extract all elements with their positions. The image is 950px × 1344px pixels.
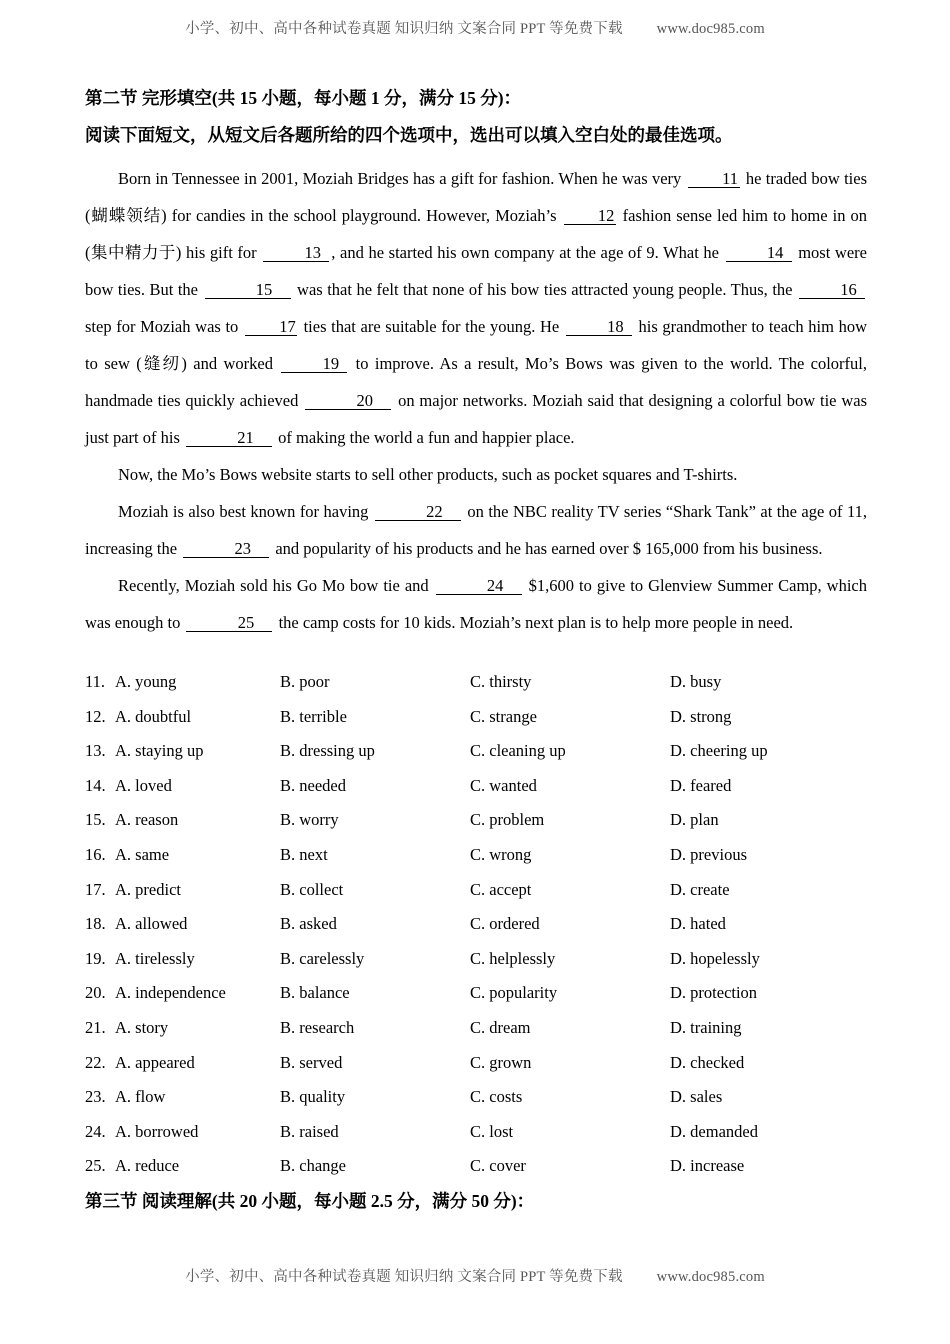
blank-20[interactable]: 20 [305,392,391,410]
option-number: 21. [85,1017,106,1037]
option-number: 13. [85,741,106,761]
option-number: 20. [85,983,106,1003]
passage-text: Recently, Moziah sold his Go Mo bow tie and [118,576,434,595]
blank-11[interactable]: 11 [688,170,740,188]
passage-text: to improve. As a result, Mo’s Bows was given to the world. The colorful, handmade ties quickly achieved [85,354,868,410]
option-choice-c[interactable]: C. accept [470,879,532,899]
blank-17[interactable]: 17 [245,318,297,336]
option-choice-d[interactable]: D. create [670,879,730,899]
passage-paragraph-1 [85,160,867,456]
passage-text: his grandmother to teach him how to sew (缝纫) and worked [85,317,867,373]
option-number: 11. [85,672,106,691]
passage-text: of making the world a fun and happier place. [274,428,575,447]
option-row [85,845,885,880]
option-choice-d[interactable]: D. increase [670,1156,745,1176]
passage-text: ties that are suitable for the young. He [298,317,564,336]
option-number: 22. [85,1052,106,1072]
option-choice-a[interactable]: A. flow [115,1087,166,1107]
option-row [85,776,885,811]
option-choice-d[interactable]: D. feared [670,775,732,795]
blank-16[interactable]: 16 [799,281,865,299]
passage-text: Moziah is also best known for having [118,502,373,521]
passage-paragraph-2 [85,456,867,493]
option-choice-b[interactable]: B. research [280,1017,355,1037]
option-row [85,1053,885,1088]
option-choice-a[interactable]: A. predict [115,879,181,899]
passage-text: he traded bow ties (蝴蝶领结) for candies in the school playground. However, Moziah’s [85,169,867,225]
option-row [85,1087,885,1122]
option-choice-a[interactable]: A. borrowed [115,1121,199,1141]
option-number: 24. [85,1121,106,1141]
page-header [0,17,950,38]
option-choice-c[interactable]: C. cleaning up [470,741,566,761]
option-row [85,707,885,742]
option-choice-b[interactable]: B. change [280,1156,346,1176]
option-choice-c[interactable]: C. cover [470,1156,526,1176]
option-choice-a[interactable]: A. young [115,672,177,691]
passage-paragraph-3 [85,493,867,567]
option-choice-b[interactable]: B. dressing up [280,741,375,761]
option-choice-b[interactable]: B. poor [280,672,330,691]
option-choice-a[interactable]: A. doubtful [115,706,192,726]
option-choice-b[interactable]: B. next [280,844,328,864]
passage-text: Born in Tennessee in 2001, Moziah Bridges has a gift for fashion. When he was very [118,169,686,188]
blank-24[interactable]: 24 [436,577,522,595]
option-choice-d[interactable]: D. checked [670,1052,745,1072]
option-choice-d[interactable]: D. demanded [670,1121,758,1141]
passage-text: , and he started his own company at the age of 9. What he [331,243,724,262]
option-choice-a[interactable]: A. reason [115,810,179,830]
option-choice-b[interactable]: B. needed [280,775,346,795]
section-heading-cloze: 第二节 完形填空(共 15 小题，每小题 1 分，满分 15 分)： [85,88,522,108]
option-number: 14. [85,775,106,795]
header-site-url: www.doc985.com [656,21,765,37]
option-choice-d[interactable]: D. previous [670,844,747,864]
passage-text: the camp costs for 10 kids. Moziah’s next plan is to help more people in need. [274,613,794,632]
option-number: 15. [85,810,106,830]
option-choice-c[interactable]: C. grown [470,1052,532,1072]
option-choice-c[interactable]: C. costs [470,1087,523,1107]
option-choice-c[interactable]: C. strange [470,706,537,726]
option-row [85,672,885,707]
blank-12[interactable]: 12 [564,207,616,225]
option-row [85,914,885,949]
option-choice-c[interactable]: C. wrong [470,844,532,864]
option-number: 16. [85,844,106,864]
option-choice-d[interactable]: D. strong [670,706,732,726]
option-row [85,1156,885,1191]
option-choice-b[interactable]: B. terrible [280,706,347,726]
blank-15[interactable]: 15 [205,281,291,299]
blank-18[interactable]: 18 [566,318,632,336]
option-choice-a[interactable]: A. story [115,1017,169,1037]
option-number: 18. [85,914,106,934]
option-row [85,1122,885,1157]
option-choice-a[interactable]: A. tirelessly [115,948,195,968]
blank-25[interactable]: 25 [186,614,272,632]
option-choice-d[interactable]: D. cheering up [670,741,768,761]
blank-14[interactable]: 14 [726,244,792,262]
option-choice-b[interactable]: B. collect [280,879,344,899]
option-row [85,949,885,984]
option-choice-c[interactable]: C. lost [470,1121,514,1141]
passage-text: on major networks. Moziah said that designing a colorful bow tie was just part of his [85,391,867,447]
passage-text: was that he felt that none of his bow ties attracted young people. Thus, the [292,280,797,299]
cloze-options-list [85,672,885,1191]
passage-text: most were bow ties. But the [85,243,867,299]
option-choice-d[interactable]: D. protection [670,983,758,1003]
option-choice-a[interactable]: A. appeared [115,1052,195,1072]
passage-text: $1,600 to give to Glenview Summer Camp, which was enough to [85,576,867,632]
blank-22[interactable]: 22 [375,503,461,521]
passage-text: fashion sense led him to home in on (集中精力于) his gift for [85,206,867,262]
passage-text: on the NBC reality TV series “Shark Tank” at the age of 11, increasing the [85,502,867,558]
footer-promo-text: 小学、初中、高中各种试卷真题 知识归纳 文案合同 PPT 等免费下载 [185,1269,623,1285]
blank-19[interactable]: 19 [281,355,347,373]
option-choice-b[interactable]: B. asked [280,914,337,934]
option-choice-a[interactable]: A. loved [115,775,172,795]
option-choice-b[interactable]: B. balance [280,983,350,1003]
option-choice-d[interactable]: D. hopelessly [670,948,760,968]
option-choice-c[interactable]: C. popularity [470,983,558,1003]
passage-text: step for Moziah was to [85,317,243,336]
option-choice-c[interactable]: C. wanted [470,775,537,795]
option-choice-d[interactable]: D. sales [670,1087,723,1107]
page-footer [0,1265,950,1286]
option-choice-d[interactable]: D. busy [670,672,722,691]
option-row [85,983,885,1018]
option-choice-b[interactable]: B. carelessly [280,948,365,968]
option-choice-b[interactable]: B. served [280,1052,343,1072]
option-choice-a[interactable]: A. same [115,844,170,864]
option-choice-c[interactable]: C. dream [470,1017,531,1037]
option-number: 23. [85,1087,106,1107]
option-choice-d[interactable]: D. hated [670,914,726,934]
option-row [85,1018,885,1053]
option-number: 25. [85,1156,106,1176]
option-choice-b[interactable]: B. worry [280,810,339,830]
section-directions: 阅读下面短文，从短文后各题所给的四个选项中，选出可以填入空白处的最佳选项。 [85,125,733,145]
option-choice-a[interactable]: A. allowed [115,914,188,934]
option-choice-b[interactable]: B. quality [280,1087,346,1107]
passage-text: and popularity of his products and he has earned over $ 165,000 from his business. [271,539,823,558]
option-choice-d[interactable]: D. training [670,1017,742,1037]
option-choice-c[interactable]: C. ordered [470,914,540,934]
header-promo-text: 小学、初中、高中各种试卷真题 知识归纳 文案合同 PPT 等免费下载 [185,21,623,37]
option-choice-d[interactable]: D. plan [670,810,719,830]
option-choice-a[interactable]: A. reduce [115,1156,180,1176]
option-choice-b[interactable]: B. raised [280,1121,339,1141]
blank-13[interactable]: 13 [263,244,329,262]
option-choice-c[interactable]: C. thirsty [470,672,532,691]
option-choice-c[interactable]: C. problem [470,810,545,830]
option-choice-a[interactable]: A. staying up [115,741,204,761]
option-row [85,741,885,776]
option-number: 17. [85,879,106,899]
footer-site-url: www.doc985.com [656,1269,765,1285]
passage-text: Now, the Mo’s Bows website starts to sell other products, such as pocket squares and T-shirts. [118,465,738,484]
passage-paragraph-4 [85,567,867,641]
blank-21[interactable]: 21 [186,429,272,447]
blank-23[interactable]: 23 [183,540,269,558]
section-heading-reading: 第三节 阅读理解(共 20 小题，每小题 2.5 分，满分 50 分)： [85,1191,535,1211]
option-choice-c[interactable]: C. helplessly [470,948,556,968]
option-row [85,880,885,915]
option-choice-a[interactable]: A. independence [115,983,226,1003]
cloze-passage [85,160,867,641]
option-row [85,810,885,845]
option-number: 12. [85,706,106,726]
option-number: 19. [85,948,106,968]
